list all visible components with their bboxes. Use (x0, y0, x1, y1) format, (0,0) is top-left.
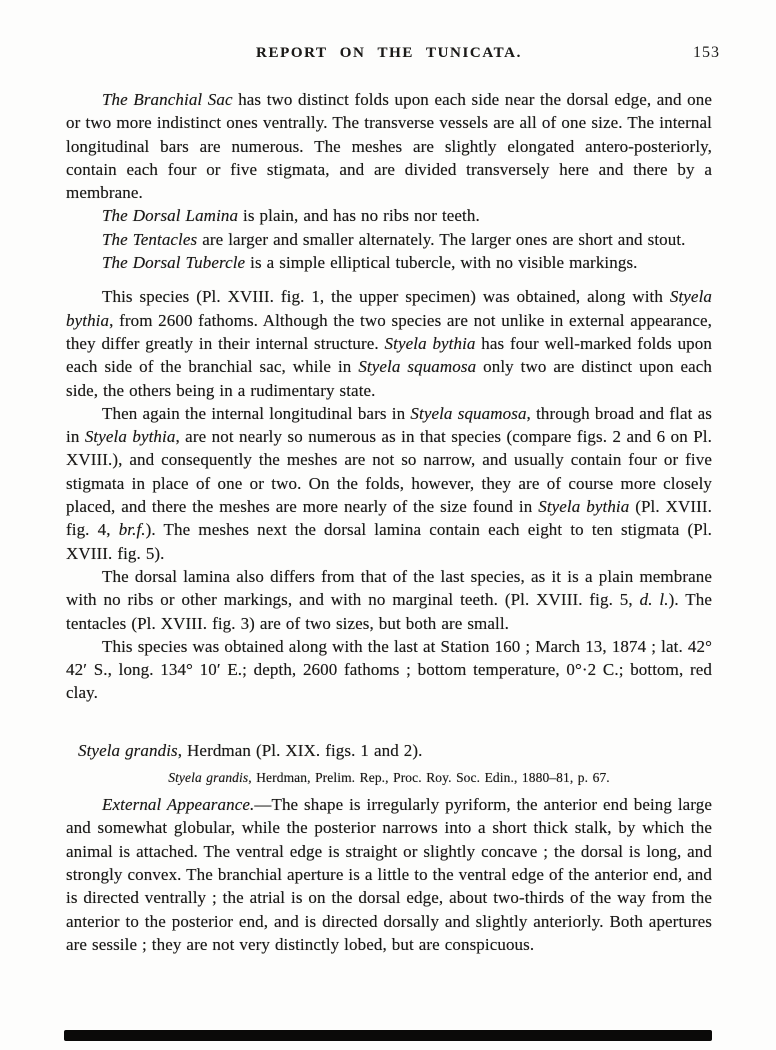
page-header (66, 44, 720, 62)
running-title: REPORT ON THE TUNICATA. (256, 45, 522, 61)
paragraph-tentacles: The Tentacles are larger and smaller alternately. The larger ones are short and stout. (102, 229, 686, 249)
species-heading: Styela grandis, Herdman (Pl. XIX. figs. 1 and 2). (78, 740, 423, 760)
synonymy-citation: Styela grandis, Herdman, Prelim. Rep., Proc. Roy. Soc. Edin., 1880–81, p. 67. (168, 770, 610, 786)
paragraph-dorsal-tubercle: The Dorsal Tubercle is a simple elliptical tubercle, with no visible markings. (102, 253, 638, 273)
text-block (66, 0, 720, 956)
paragraph-external-appearance: External Appearance.—The shape is irregularly pyriform, the anterior end being large and somewhat globular, while the posterior narrows into a short thick stalk, by which the animal is attached. The ventral edge is straight or slightly concave ; the dorsal is long, and strongly convex. The branchial aperture is a little to the ventral edge of the anterior end, and is directed ventrally ; the atrial is on the dorsal edge, about two-thirds of the way from the anterior to the posterior end, and is directed dorsally and slightly anteriorly. Both apertures are sessile ; they are not very distinctly lobed, but are conspicuous. (66, 795, 713, 954)
paragraph-branchial-sac: The Branchial Sac has two distinct folds upon each side near the dorsal edge, and one or two more indistinct ones ventrally. The transverse vessels are all of one size. The internal longitudinal bars are numerous. The meshes are slightly elongated antero-posteriorly, contain each four or five stigmata, and are divided transversely here and there by a membrane. (66, 90, 712, 203)
page-number: 153 (693, 44, 720, 61)
scan-artifact-bar (64, 1030, 712, 1041)
paragraph-species-obtained: This species (Pl. XVIII. fig. 1, the upper specimen) was obtained, along with Styela bythia, from 2600 fathoms. Although the two species are not unlike in external appearance, they differ greatly in their internal structure. Styela bythia has four well-marked folds upon each side of the branchial sac, while in Styela squamosa only two are distinct upon each side, the others being in a rudimentary state. (66, 287, 712, 400)
paragraph-dorsal-lamina-differs: The dorsal lamina also differs from that of the last species, as it is a plain membrane with no ribs or other markings, and with no marginal teeth. (Pl. XVIII. fig. 5, d. l.). The tentacles (Pl. XVIII. fig. 3) are of two sizes, but both are small. (66, 566, 713, 633)
paragraph-station-record: This species was obtained along with the last at Station 160 ; March 13, 1874 ; lat. 42° 42′ S., long. 134° 10′ E.; depth, 2600 fathoms ; bottom temperature, 0°·2 C.; bottom, red clay. (66, 636, 712, 703)
paragraph-dorsal-lamina: The Dorsal Lamina is plain, and has no ribs nor teeth. (102, 206, 480, 226)
body-text (66, 88, 712, 956)
paragraph-then-again: Then again the internal longitudinal bars in Styela squamosa, through broad and flat as in Styela bythia, are not nearly so numerous as in that species (compare figs. 2 and 6 on Pl. XVIII.), and consequently the meshes are not so narrow, and usually contain four or five stigmata in place of one or two. On the folds, however, they are of course more closely placed, and there the meshes are more nearly of the size found in Styela bythia (Pl. XVIII. fig. 4, br.f.). The meshes next the dorsal lamina contain each eight to ten stigmata (Pl. XVIII. fig. 5). (66, 403, 712, 563)
